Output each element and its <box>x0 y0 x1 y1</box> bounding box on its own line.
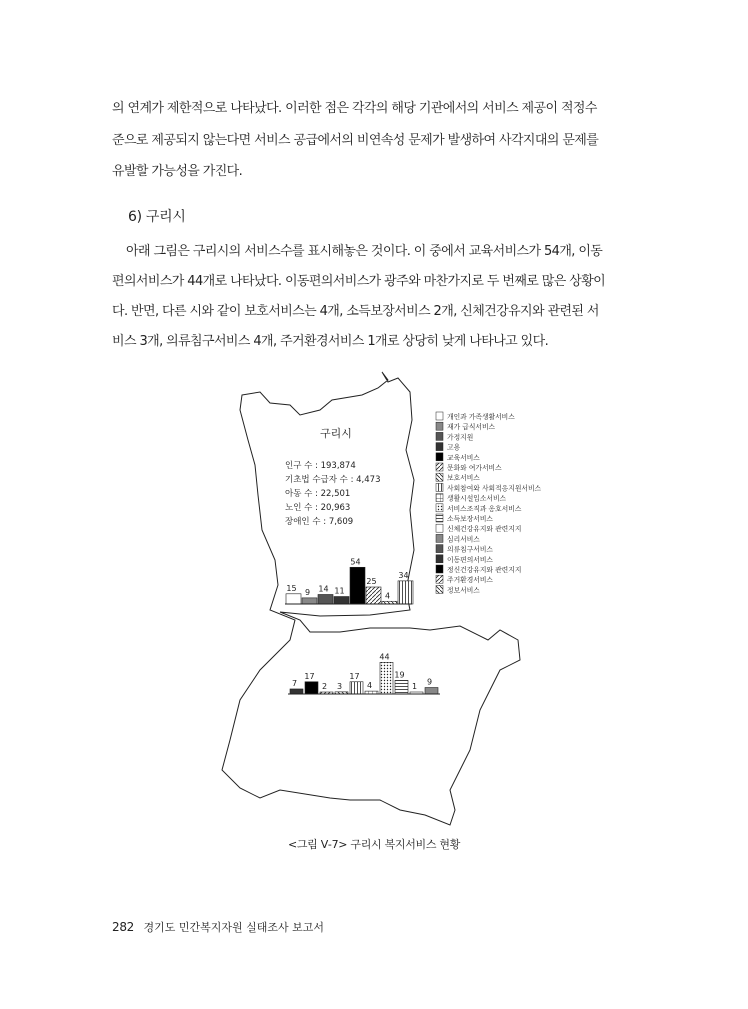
upper-bar-5 <box>350 567 365 604</box>
legend-swatch-11 <box>436 514 443 522</box>
legend-label-15: 이동편의서비스 <box>447 555 493 564</box>
upper-bar-3 <box>318 594 333 604</box>
lower-bar-7 <box>380 662 393 694</box>
legend-swatch-7 <box>436 473 443 481</box>
legend-label-6: 문화와 여가서비스 <box>447 464 502 472</box>
legend-label-9: 생활시설입소서비스 <box>447 494 507 503</box>
legend-label-11: 소득보장서비스 <box>447 515 493 523</box>
chart-legend <box>436 412 542 594</box>
legend-label-7: 보호서비스 <box>447 474 480 483</box>
lower-bar-2 <box>305 682 318 694</box>
stat-population: 인구 수 : 193,874 <box>285 461 356 471</box>
legend-label-5: 교육서비스 <box>447 453 480 462</box>
legend-swatch-9 <box>436 494 443 502</box>
legend-swatch-17 <box>436 575 443 583</box>
upper-bar-6 <box>366 587 381 604</box>
legend-swatch-10 <box>436 504 443 512</box>
legend-label-13: 심리서비스 <box>447 535 480 544</box>
upper-bar-4 <box>334 597 349 604</box>
upper-bar-label-5: 54 <box>350 557 361 567</box>
section-line-1: 아래 그림은 구리시의 서비스수를 표시해놓은 것이다. 이 중에서 교육서비스가 54개, 이동 <box>126 244 603 259</box>
stat-elderly: 노인 수 : 20,963 <box>285 503 351 513</box>
upper-bar-chart <box>286 557 413 604</box>
lower-bar-label-2: 17 <box>304 671 315 681</box>
lower-bar-label-6: 4 <box>366 681 373 691</box>
lower-bar-label-9: 1 <box>411 682 418 691</box>
lower-bar-label-4: 3 <box>336 681 343 691</box>
page-number: 282 <box>112 920 135 934</box>
legend-label-10: 서비스조직과 옹호서비스 <box>447 504 522 513</box>
lower-bar-label-10: 9 <box>426 677 433 687</box>
legend-swatch-13 <box>436 534 443 542</box>
intro-line-1: 의 연계가 제한적으로 나타났다. 이러한 점은 각각의 해당 기관에서의 서비스 제공이 적정수 <box>112 101 597 116</box>
legend-swatch-5 <box>436 453 443 461</box>
legend-label-17: 주거환경서비스 <box>447 576 493 585</box>
intro-line-2: 준으로 제공되지 않는다면 서비스 공급에서의 비연속성 문제가 발생하여 사각지대의 문제를 <box>112 133 599 148</box>
legend-swatch-16 <box>436 565 443 573</box>
legend-label-18: 정보서비스 <box>447 586 480 595</box>
figure-caption: <그림 Ⅴ-7> 구리시 복지서비스 현황 <box>287 838 461 851</box>
upper-bar-2 <box>302 598 317 604</box>
stat-disabled: 장애인 수 : 7,609 <box>285 517 354 527</box>
legend-swatch-14 <box>436 545 443 553</box>
section-line-4: 비스 3개, 의류침구서비스 4개, 주거환경서비스 1개로 상당히 낮게 나타나고 있다. <box>112 334 549 349</box>
lower-bar-label-8: 19 <box>394 670 405 680</box>
stats-block <box>285 460 380 527</box>
legend-swatch-3 <box>436 432 443 440</box>
lower-bar-label-3: 2 <box>321 682 328 691</box>
upper-bar-label-4: 11 <box>334 586 345 596</box>
lower-bar-label-1: 7 <box>291 678 298 688</box>
upper-bar-label-3: 14 <box>318 584 329 594</box>
section-line-2: 편의서비스가 44개로 나타났다. 이동편의서비스가 광주와 마찬가지로 두 번째로 많은 상황이 <box>112 274 606 289</box>
page-footer <box>112 919 324 935</box>
upper-bar-label-7: 4 <box>384 591 391 601</box>
legend-swatch-12 <box>436 524 443 532</box>
upper-bar-label-8: 34 <box>398 570 409 580</box>
legend-label-2: 재가 급식서비스 <box>447 423 496 432</box>
upper-bar-1 <box>286 594 301 604</box>
legend-swatch-18 <box>436 585 443 593</box>
upper-bar-label-6: 25 <box>366 577 377 586</box>
legend-label-8: 사회참여와 사회적응지원서비스 <box>447 484 542 493</box>
lower-bar-label-5: 17 <box>349 671 360 681</box>
legend-label-1: 개인과 가족생활서비스 <box>447 413 515 421</box>
upper-bar-label-1: 15 <box>286 583 297 593</box>
legend-swatch-8 <box>436 483 443 491</box>
intro-line-3: 유발할 가능성을 가진다. <box>112 164 243 179</box>
guri-service-map-figure <box>200 370 560 830</box>
lower-bar-1 <box>290 689 303 694</box>
city-title: 구리시 <box>320 427 352 440</box>
lower-bar-5 <box>350 682 363 694</box>
legend-swatch-6 <box>436 463 443 471</box>
stat-basic-recipients: 기초법 수급자 수 : 4,473 <box>285 475 381 485</box>
legend-swatch-4 <box>436 443 443 451</box>
stat-children: 아동 수 : 22,501 <box>285 489 351 499</box>
legend-swatch-15 <box>436 555 443 563</box>
lower-bar-label-7: 44 <box>379 652 390 662</box>
lower-bar-10 <box>425 688 438 694</box>
lower-bar-8 <box>395 680 408 694</box>
report-title: 경기도 민간복지자원 실태조사 보고서 <box>143 921 325 934</box>
upper-bar-label-2: 9 <box>304 587 311 597</box>
legend-label-12: 신체건강유지와 관련지지 <box>447 525 522 534</box>
legend-swatch-1 <box>436 412 443 420</box>
section-heading: 6) 구리시 <box>128 209 186 225</box>
legend-swatch-2 <box>436 422 443 430</box>
lower-bar-chart <box>290 652 438 694</box>
legend-label-16: 정신건강유지와 관련지지 <box>447 566 522 574</box>
legend-label-3: 가정지원 <box>447 433 474 442</box>
upper-bar-8 <box>398 581 413 604</box>
legend-label-4: 고용 <box>447 443 461 452</box>
legend-label-14: 의류침구서비스 <box>447 545 493 554</box>
section-line-3: 다. 반면, 다른 시와 같이 보호서비스는 4개, 소득보장서비스 2개, 신체건강유지와 관련된 서 <box>112 304 599 319</box>
